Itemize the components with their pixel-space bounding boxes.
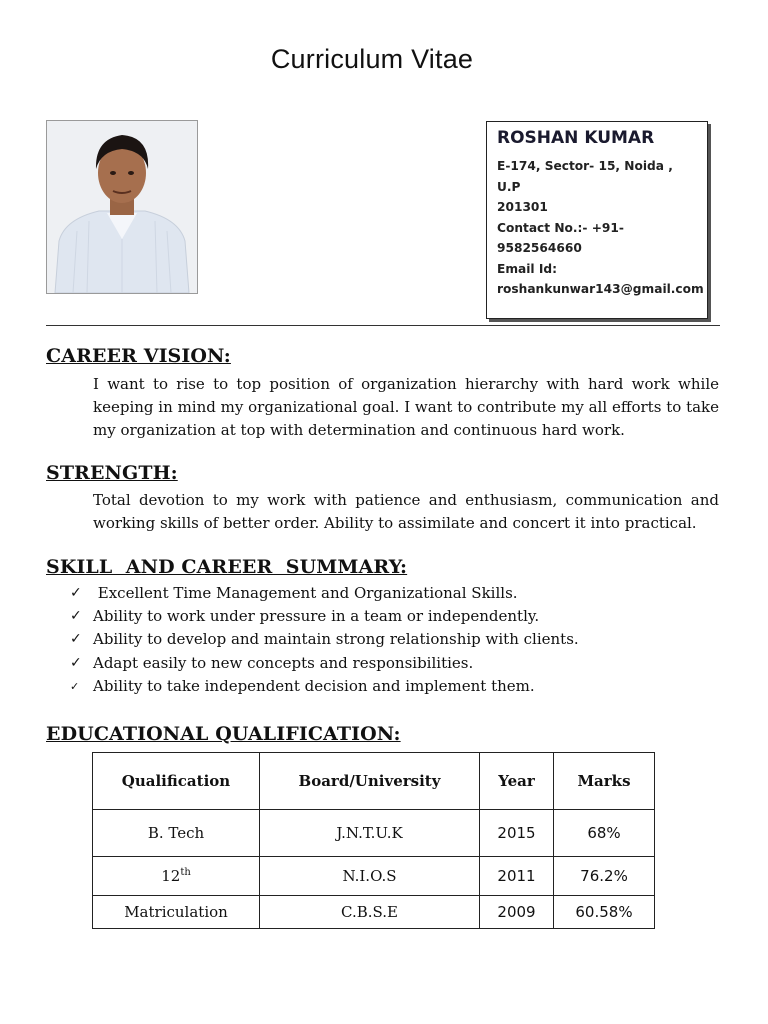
qualification-cell: B. Tech — [93, 810, 260, 857]
document-title: Curriculum Vitae — [270, 44, 474, 74]
marks-cell: 60.58% — [554, 896, 655, 929]
board-cell: J.N.T.U.K — [260, 810, 480, 857]
year-cell: 2015 — [480, 810, 554, 857]
table-header-row — [93, 753, 655, 810]
column-header-board: Board/University — [260, 753, 480, 810]
qualification-cell: Matriculation — [93, 896, 260, 929]
education-heading: EDUCATIONAL QUALIFICATION: — [46, 723, 401, 745]
strength-text: Total devotion to my work with patience and enthusiasm, communication and working skills of better order. Ability to assimilate and concert it into practical. — [93, 491, 719, 532]
skill-text: Ability to take independent decision and implement them. — [93, 676, 535, 695]
address-line-2: 201301 — [497, 200, 548, 214]
board-cell: C.B.S.E — [260, 896, 480, 929]
skills-list — [70, 582, 720, 698]
skill-text: Excellent Time Management and Organizational Skills. — [93, 584, 518, 602]
profile-photo — [46, 120, 198, 294]
year-cell: 2011 — [480, 857, 554, 896]
qualification-cell — [93, 857, 260, 896]
column-header-qualification: Qualification — [93, 753, 260, 810]
skill-text: Adapt easily to new concepts and responsibilities. — [93, 653, 474, 672]
board-cell: N.I.O.S — [260, 857, 480, 896]
list-item — [70, 652, 720, 675]
qualification-value: 12 — [161, 867, 181, 885]
email-label: Email Id: — [497, 261, 557, 276]
column-header-marks: Marks — [554, 753, 655, 810]
contact-number: Contact No.:- +91-9582564660 — [497, 220, 624, 255]
table-row — [93, 896, 655, 929]
checkmark-icon: ✓ — [70, 631, 82, 648]
year-cell: 2009 — [480, 896, 554, 929]
list-item — [70, 675, 720, 698]
email-address: roshankunwar143@gmail.com — [497, 282, 704, 296]
checkmark-icon: ✓ — [70, 585, 82, 601]
skill-text: Ability to work under pressure in a team or independently. — [93, 607, 540, 626]
candidate-name: ROSHAN KUMAR — [497, 128, 655, 148]
marks-cell: 68% — [554, 810, 655, 857]
checkmark-icon: ✓ — [70, 654, 82, 671]
career-vision-text: I want to rise to top position of organization hierarchy with hard work while keeping in mind my organizational goal. I want to contribute my all efforts to take my organization at top with determination and continuous hard work. — [93, 375, 719, 439]
list-item — [70, 582, 720, 605]
career-vision-heading: CAREER VISION: — [46, 345, 231, 367]
header-divider — [46, 325, 720, 326]
person-photo-illustration — [47, 121, 197, 293]
contact-details-box — [486, 121, 708, 319]
list-item — [70, 605, 720, 628]
table-row — [93, 857, 655, 896]
skill-text: Ability to develop and maintain strong relationship with clients. — [93, 630, 579, 649]
skills-heading: SKILL AND CAREER SUMMARY: — [46, 556, 408, 578]
strength-heading: STRENGTH: — [46, 462, 178, 484]
list-item — [70, 628, 720, 651]
education-table — [92, 752, 655, 929]
marks-cell: 76.2% — [554, 857, 655, 896]
checkmark-icon: ✓ — [70, 679, 80, 693]
checkmark-icon: ✓ — [70, 608, 82, 625]
column-header-year: Year — [480, 753, 554, 810]
qualification-superscript: th — [180, 867, 191, 878]
table-row — [93, 810, 655, 857]
address-line-1: E-174, Sector- 15, Noida , U.P — [497, 159, 673, 194]
